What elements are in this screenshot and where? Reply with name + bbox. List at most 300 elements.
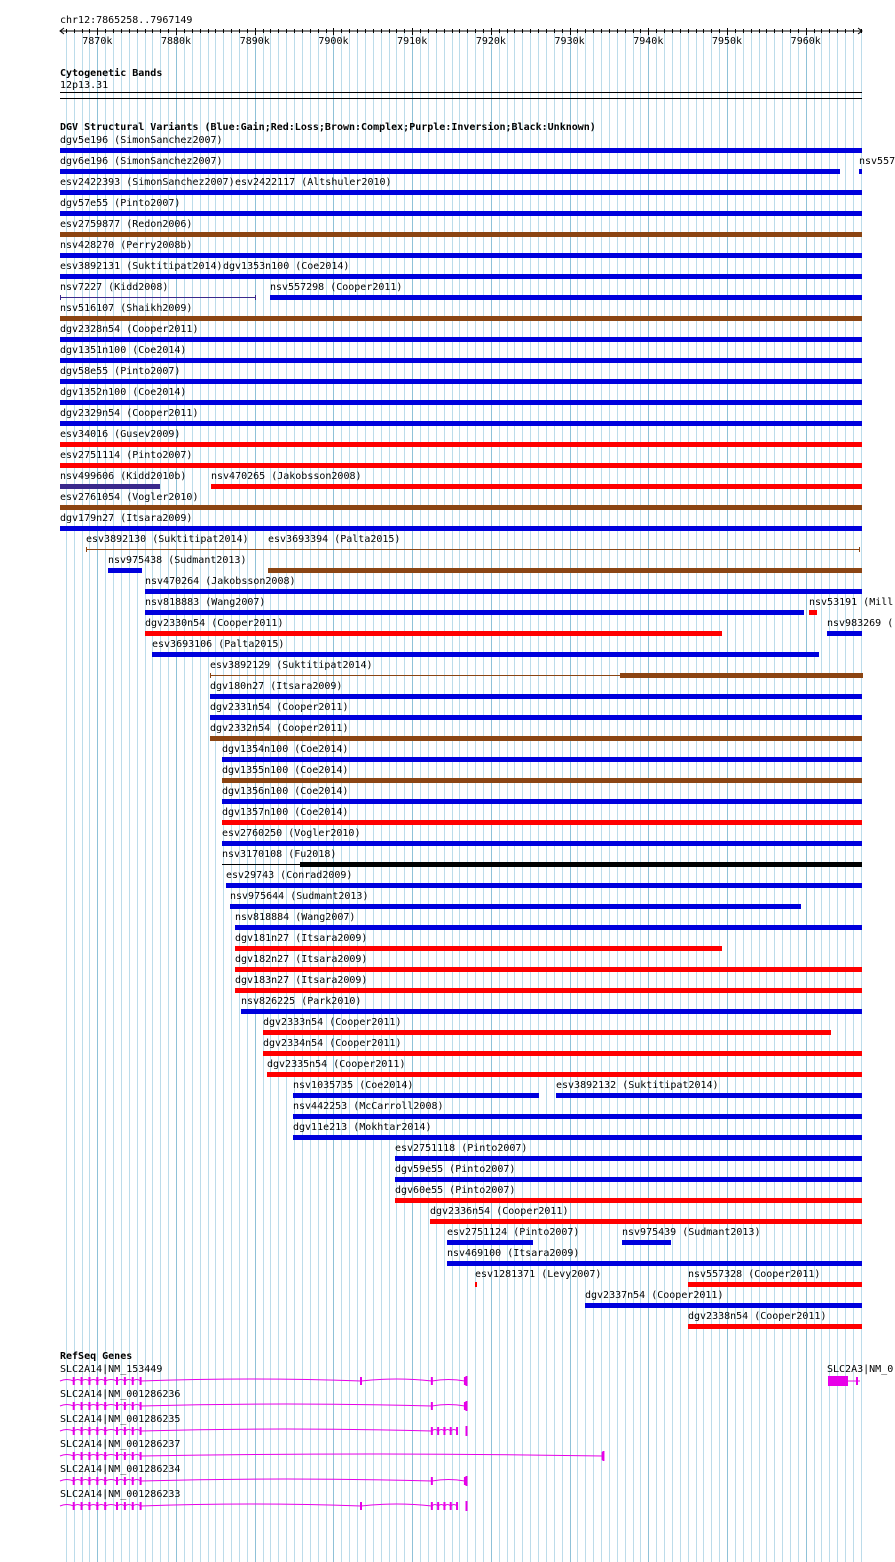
ruler[interactable] xyxy=(0,26,890,50)
variant-bar[interactable] xyxy=(688,1324,862,1329)
gene-exon xyxy=(96,1477,98,1485)
grid-line xyxy=(711,30,712,1562)
grid-line xyxy=(105,30,106,1562)
grid-line xyxy=(814,30,815,1562)
variant-label[interactable]: esv3693106 (Palta2015) xyxy=(152,639,285,650)
variant-bar[interactable] xyxy=(235,190,862,195)
grid-line xyxy=(751,30,752,1562)
variant-bar[interactable] xyxy=(447,1261,862,1266)
gene-exon xyxy=(104,1377,106,1385)
grid-line xyxy=(656,30,657,1562)
variant-end-cap xyxy=(255,295,256,300)
variant-label[interactable]: esv3693394 (Palta2015) xyxy=(268,534,401,545)
variant-bar[interactable] xyxy=(60,274,862,279)
variant-bar[interactable] xyxy=(145,610,804,615)
variant-label[interactable]: dgv180n27 (Itsara2009) xyxy=(210,681,343,692)
grid-line xyxy=(396,30,397,1562)
grid-line xyxy=(759,30,760,1562)
grid-line xyxy=(680,30,681,1562)
gene-intron-line xyxy=(60,1404,465,1406)
gene-model[interactable] xyxy=(0,1449,890,1463)
variant-bar[interactable] xyxy=(60,232,862,237)
variant-label[interactable]: dgv1352n100 (Coe2014) xyxy=(60,387,187,398)
variant-bar[interactable] xyxy=(210,715,862,720)
gene-exon xyxy=(132,1377,134,1385)
variant-bar[interactable] xyxy=(60,190,235,195)
grid-line xyxy=(507,30,508,1562)
grid-line xyxy=(609,30,610,1562)
variant-bar[interactable] xyxy=(210,736,862,741)
variant-bar[interactable] xyxy=(827,631,862,636)
variant-label[interactable]: nsv818884 (Wang2007) xyxy=(235,912,356,923)
gene-intron-line xyxy=(60,1479,465,1481)
grid-line xyxy=(145,30,146,1562)
variant-label[interactable]: dgv1353n100 (Coe2014) xyxy=(223,261,350,272)
variant-end-cap xyxy=(86,547,87,552)
variant-bar[interactable] xyxy=(60,421,862,426)
grid-line xyxy=(160,30,161,1562)
variant-bar[interactable] xyxy=(60,442,862,447)
variant-label[interactable]: dgv181n27 (Itsara2009) xyxy=(235,933,368,944)
ruler-tick-label: 7940k xyxy=(633,36,664,47)
variant-bar[interactable] xyxy=(300,862,862,867)
ruler-tick-label: 7910k xyxy=(397,36,428,47)
variant-bar[interactable] xyxy=(60,337,862,342)
grid-line xyxy=(491,30,492,1562)
variant-label[interactable]: dgv5e196 (SimonSanchez2007) xyxy=(60,135,223,146)
grid-line xyxy=(467,30,468,1562)
gene-exon xyxy=(104,1502,106,1510)
variant-bar[interactable] xyxy=(145,631,722,636)
gene-exon xyxy=(116,1377,118,1385)
variant-bar[interactable] xyxy=(293,1093,539,1098)
gene-exon xyxy=(140,1427,142,1435)
variant-label[interactable]: nsv442253 (McCarroll2008) xyxy=(293,1101,444,1112)
grid-line xyxy=(593,30,594,1562)
variant-label[interactable]: dgv2336n54 (Cooper2011) xyxy=(430,1206,569,1217)
gene-exon xyxy=(81,1402,83,1410)
grid-line xyxy=(420,30,421,1562)
variant-bar[interactable] xyxy=(585,1303,862,1308)
variant-bar[interactable] xyxy=(859,169,862,174)
gene-exon xyxy=(104,1452,106,1460)
variant-label[interactable]: dgv179n27 (Itsara2009) xyxy=(60,513,193,524)
grid-line xyxy=(672,30,673,1562)
variant-label[interactable]: nsv557328 (Cooper2011) xyxy=(688,1269,821,1280)
variant-bar[interactable] xyxy=(395,1198,862,1203)
gene-exon xyxy=(116,1427,118,1435)
gene-label[interactable]: SLC2A14|NM_153449 xyxy=(60,1364,163,1375)
gene-exon xyxy=(73,1502,75,1510)
variant-bar[interactable] xyxy=(60,148,862,153)
gene-exon xyxy=(81,1477,83,1485)
variant-label[interactable]: esv2422117 (Altshuler2010) xyxy=(235,177,392,188)
gene-exon xyxy=(140,1402,142,1410)
variant-bar[interactable] xyxy=(222,778,862,783)
variant-label[interactable]: esv34016 (Gusev2009) xyxy=(60,429,181,440)
grid-line xyxy=(436,30,437,1562)
variant-bar[interactable] xyxy=(222,799,862,804)
variant-label[interactable]: dgv182n27 (Itsara2009) xyxy=(235,954,368,965)
gene-exon xyxy=(437,1427,439,1435)
variant-label[interactable]: esv3892131 (Suktitipat2014) xyxy=(60,261,223,272)
variant-label[interactable]: dgv1356n100 (Coe2014) xyxy=(222,786,349,797)
variant-bar[interactable] xyxy=(60,484,160,489)
variant-bar[interactable] xyxy=(60,253,862,258)
grid-line xyxy=(774,30,775,1562)
gene-exon xyxy=(96,1427,98,1435)
grid-line xyxy=(89,30,90,1562)
variant-label[interactable]: esv3892129 (Suktitipat2014) xyxy=(210,660,373,671)
variant-label[interactable]: nsv470265 (Jakobsson2008) xyxy=(211,471,362,482)
grid-line xyxy=(168,30,169,1562)
gene-label[interactable]: SLC2A14|NM_001286235 xyxy=(60,1414,181,1425)
gene-label[interactable]: SLC2A3|NM_0 xyxy=(827,1364,894,1375)
gene-exon xyxy=(132,1502,134,1510)
grid-line xyxy=(349,30,350,1562)
gene-exon xyxy=(96,1502,98,1510)
refseq-track-title: RefSeq Genes xyxy=(60,1351,133,1362)
variant-label[interactable]: dgv60e55 (Pinto2007) xyxy=(395,1185,516,1196)
gene-label[interactable]: SLC2A14|NM_001286233 xyxy=(60,1489,181,1500)
grid-line xyxy=(499,30,500,1562)
grid-line xyxy=(208,30,209,1562)
variant-bar[interactable] xyxy=(293,1135,862,1140)
gene-exon xyxy=(124,1402,126,1410)
dgv-track-title: DGV Structural Variants (Blue:Gain;Red:Loss;Brown:Complex;Purple:Inversion;Black:Unknown) xyxy=(60,122,596,133)
variant-label[interactable]: dgv58e55 (Pinto2007) xyxy=(60,366,181,377)
gene-exon xyxy=(81,1377,83,1385)
variant-label[interactable]: dgv2330n54 (Cooper2011) xyxy=(145,618,284,629)
variant-bar[interactable] xyxy=(60,379,862,384)
gene-exon xyxy=(96,1452,98,1460)
variant-label[interactable]: dgv183n27 (Itsara2009) xyxy=(235,975,368,986)
variant-label[interactable]: dgv1354n100 (Coe2014) xyxy=(222,744,349,755)
variant-label[interactable]: esv29743 (Conrad2009) xyxy=(226,870,353,881)
variant-bar[interactable] xyxy=(152,652,819,657)
gene-exon xyxy=(443,1427,445,1435)
variant-label[interactable]: nsv557 xyxy=(859,156,895,167)
gene-exon xyxy=(73,1377,75,1385)
variant-bar[interactable] xyxy=(145,589,862,594)
grid-line xyxy=(514,30,515,1562)
variant-bar[interactable] xyxy=(60,169,840,174)
grid-line xyxy=(829,30,830,1562)
gene-exon xyxy=(124,1502,126,1510)
grid-line xyxy=(365,30,366,1562)
grid-line xyxy=(215,30,216,1562)
variant-label[interactable]: dgv2335n54 (Cooper2011) xyxy=(267,1059,406,1070)
variant-bar[interactable] xyxy=(108,568,142,573)
gene-exon xyxy=(443,1502,445,1510)
variant-bar[interactable] xyxy=(60,358,862,363)
ruler-tick-label: 7960k xyxy=(790,36,821,47)
variant-label[interactable]: esv2422393 (SimonSanchez2007) xyxy=(60,177,235,188)
gene-exon xyxy=(96,1402,98,1410)
variant-bar[interactable] xyxy=(235,967,862,972)
variant-bar[interactable] xyxy=(235,988,862,993)
variant-bar[interactable] xyxy=(60,505,862,510)
variant-label[interactable]: nsv818883 (Wang2007) xyxy=(145,597,266,608)
gene-intron-line xyxy=(60,1504,457,1506)
grid-line xyxy=(625,30,626,1562)
ruler-tick-label: 7950k xyxy=(711,36,743,47)
grid-line xyxy=(617,30,618,1562)
gene-exon xyxy=(73,1402,75,1410)
variant-label[interactable]: dgv57e55 (Pinto2007) xyxy=(60,198,181,209)
variant-label[interactable]: dgv2329n54 (Cooper2011) xyxy=(60,408,199,419)
variant-bar[interactable] xyxy=(230,904,801,909)
variant-bar[interactable] xyxy=(222,820,862,825)
grid-line xyxy=(648,30,649,1562)
variant-label[interactable]: nsv1035735 (Coe2014) xyxy=(293,1080,414,1091)
variant-label[interactable]: nsv516107 (Shaikh2009) xyxy=(60,303,193,314)
variant-span-line[interactable] xyxy=(86,549,859,550)
grid-line xyxy=(640,30,641,1562)
gene-end-exon xyxy=(465,1376,467,1386)
variant-label[interactable]: nsv975439 (Sudmant2013) xyxy=(622,1227,761,1238)
grid-line xyxy=(475,30,476,1562)
ruler-tick-label: 7880k xyxy=(160,36,192,47)
variant-label[interactable]: esv3892132 (Suktitipat2014) xyxy=(556,1080,719,1091)
grid-line xyxy=(66,30,67,1562)
gene-model[interactable] xyxy=(0,1474,890,1488)
variant-label[interactable]: nsv975644 (Sudmant2013) xyxy=(230,891,369,902)
gene-label[interactable]: SLC2A14|NM_001286236 xyxy=(60,1389,181,1400)
gene-intron-line xyxy=(60,1429,457,1431)
variant-bar[interactable] xyxy=(263,1030,831,1035)
variant-bar[interactable] xyxy=(270,295,862,300)
variant-bar[interactable] xyxy=(556,1093,862,1098)
gene-exon xyxy=(132,1402,134,1410)
variant-label[interactable]: dgv2333n54 (Cooper2011) xyxy=(263,1017,402,1028)
gene-label[interactable]: SLC2A14|NM_001286234 xyxy=(60,1464,181,1475)
gene-end-exon xyxy=(465,1426,467,1436)
variant-bar[interactable] xyxy=(222,841,862,846)
variant-bar[interactable] xyxy=(293,1114,862,1119)
variant-bar[interactable] xyxy=(395,1177,862,1182)
variant-bar[interactable] xyxy=(241,1009,862,1014)
gene-end-exon xyxy=(465,1501,467,1511)
variant-label[interactable]: nsv557298 (Cooper2011) xyxy=(270,282,403,293)
grid-line xyxy=(121,30,122,1562)
grid-line xyxy=(444,30,445,1562)
variant-label[interactable]: dgv1357n100 (Coe2014) xyxy=(222,807,349,818)
grid-line xyxy=(412,30,413,1562)
variant-label[interactable]: esv2761054 (Vogler2010) xyxy=(60,492,199,503)
variant-label[interactable]: esv1281371 (Levy2007) xyxy=(475,1269,602,1280)
gene-exon xyxy=(116,1402,118,1410)
variant-label[interactable]: nsv7227 (Kidd2008) xyxy=(60,282,169,293)
gene-exon xyxy=(140,1452,142,1460)
cytoband-label: 12p13.31 xyxy=(60,80,109,91)
variant-label[interactable]: nsv3170108 (Fu2018) xyxy=(222,849,337,860)
gene-exon xyxy=(116,1477,118,1485)
variant-label[interactable]: esv2760250 (Vogler2010) xyxy=(222,828,361,839)
gene-exon xyxy=(104,1477,106,1485)
grid-line xyxy=(97,30,98,1562)
gene-end-exon xyxy=(602,1451,604,1461)
variant-bar[interactable] xyxy=(622,1240,671,1245)
grid-line xyxy=(743,30,744,1562)
grid-line xyxy=(152,30,153,1562)
gene-exon xyxy=(132,1452,134,1460)
ruler-tick-label: 7900k xyxy=(318,36,349,47)
variant-bar[interactable] xyxy=(60,211,862,216)
variant-label[interactable]: dgv2331n54 (Cooper2011) xyxy=(210,702,349,713)
variant-bar[interactable] xyxy=(235,946,722,951)
variant-bar[interactable] xyxy=(222,757,862,762)
variant-bar[interactable] xyxy=(430,1219,862,1224)
variant-label[interactable]: dgv6e196 (SimonSanchez2007) xyxy=(60,156,223,167)
variant-bar[interactable] xyxy=(447,1240,533,1245)
gene-exon xyxy=(140,1502,142,1510)
gene-end-exon xyxy=(465,1476,467,1486)
variant-bar[interactable] xyxy=(60,463,862,468)
variant-bar[interactable] xyxy=(210,694,862,699)
grid-line xyxy=(381,30,382,1562)
variant-bar[interactable] xyxy=(60,526,862,531)
variant-label[interactable]: dgv1351n100 (Coe2014) xyxy=(60,345,187,356)
variant-label[interactable]: esv2759877 (Redon2006) xyxy=(60,219,193,230)
variant-end-cap xyxy=(210,673,211,678)
grid-line xyxy=(633,30,634,1562)
grid-line xyxy=(176,30,177,1562)
variant-label[interactable]: nsv469100 (Itsara2009) xyxy=(447,1248,580,1259)
gene-exon xyxy=(456,1502,458,1510)
grid-line xyxy=(845,30,846,1562)
variant-bar[interactable] xyxy=(60,400,862,405)
grid-line xyxy=(538,30,539,1562)
variant-end-cap xyxy=(60,295,61,300)
variant-label[interactable]: nsv975438 (Sudmant2013) xyxy=(108,555,247,566)
grid-line xyxy=(601,30,602,1562)
variant-label[interactable]: esv2751118 (Pinto2007) xyxy=(395,1143,528,1154)
variant-bar[interactable] xyxy=(263,1051,862,1056)
gene-exon xyxy=(124,1477,126,1485)
gene-exon xyxy=(116,1452,118,1460)
variant-label[interactable]: dgv2334n54 (Cooper2011) xyxy=(263,1038,402,1049)
variant-label[interactable]: esv2751114 (Pinto2007) xyxy=(60,450,193,461)
variant-label[interactable]: nsv983269 ( xyxy=(827,618,894,629)
gene-model[interactable] xyxy=(0,1399,890,1413)
gene-exon xyxy=(88,1452,90,1460)
gene-model[interactable] xyxy=(0,1424,890,1438)
variant-label[interactable]: dgv1355n100 (Coe2014) xyxy=(222,765,349,776)
gene-model[interactable] xyxy=(0,1374,890,1388)
variant-label[interactable]: nsv53191 (Mill xyxy=(809,597,894,608)
gene-exon xyxy=(96,1377,98,1385)
gene-exon xyxy=(360,1502,362,1510)
variant-bar[interactable] xyxy=(620,673,862,678)
gene-exon xyxy=(140,1477,142,1485)
gene-model[interactable] xyxy=(826,1374,866,1388)
grid-line xyxy=(821,30,822,1562)
variant-label[interactable]: dgv2328n54 (Cooper2011) xyxy=(60,324,199,335)
gene-exon xyxy=(73,1477,75,1485)
variant-span-line[interactable] xyxy=(222,864,301,865)
variant-bar[interactable] xyxy=(475,1282,477,1287)
grid-line xyxy=(357,30,358,1562)
grid-line xyxy=(192,30,193,1562)
grid-line xyxy=(562,30,563,1562)
grid-line xyxy=(428,30,429,1562)
grid-line xyxy=(452,30,453,1562)
variant-bar[interactable] xyxy=(235,925,862,930)
gene-exon xyxy=(73,1427,75,1435)
grid-line xyxy=(459,30,460,1562)
grid-line xyxy=(82,30,83,1562)
variant-bar[interactable] xyxy=(226,883,862,888)
variant-span-line[interactable] xyxy=(60,297,255,298)
grid-line xyxy=(404,30,405,1562)
variant-label[interactable]: esv3892130 (Suktitipat2014) xyxy=(86,534,249,545)
grid-line xyxy=(483,30,484,1562)
ruler-tick-label: 7930k xyxy=(554,36,585,47)
variant-bar[interactable] xyxy=(809,610,817,615)
gene-exon xyxy=(431,1502,433,1510)
variant-bar[interactable] xyxy=(688,1282,862,1287)
variant-label[interactable]: nsv428270 (Perry2008b) xyxy=(60,240,193,251)
variant-end-cap xyxy=(859,547,860,552)
variant-bar[interactable] xyxy=(395,1156,862,1161)
variant-label[interactable]: dgv2338n54 (Cooper2011) xyxy=(688,1311,827,1322)
variant-label[interactable]: dgv2337n54 (Cooper2011) xyxy=(585,1290,724,1301)
grid-line xyxy=(798,30,799,1562)
variant-bar[interactable] xyxy=(211,484,862,489)
grid-line xyxy=(570,30,571,1562)
gene-exon xyxy=(431,1477,433,1485)
variant-label[interactable]: dgv2332n54 (Cooper2011) xyxy=(210,723,349,734)
grid-line xyxy=(696,30,697,1562)
variant-label[interactable]: nsv499606 (Kidd2010b) xyxy=(60,471,187,482)
gene-exon xyxy=(88,1477,90,1485)
gene-label[interactable]: SLC2A14|NM_001286237 xyxy=(60,1439,181,1450)
gene-exon xyxy=(81,1427,83,1435)
cytoband-bar-bottom xyxy=(60,98,862,99)
grid-line xyxy=(727,30,728,1562)
grid-line xyxy=(113,30,114,1562)
grid-line xyxy=(373,30,374,1562)
gene-exon xyxy=(132,1427,134,1435)
variant-bar[interactable] xyxy=(268,568,862,573)
gene-exon xyxy=(88,1427,90,1435)
variant-label[interactable]: nsv470264 (Jakobsson2008) xyxy=(145,576,296,587)
gene-exon xyxy=(856,1377,858,1385)
grid-line xyxy=(790,30,791,1562)
gene-exon xyxy=(431,1402,433,1410)
coordinate-label: chr12:7865258..7967149 xyxy=(60,15,193,26)
variant-label[interactable]: nsv826225 (Park2010) xyxy=(241,996,362,1007)
cytoband-bar-top xyxy=(60,92,862,93)
grid-line xyxy=(853,30,854,1562)
grid-line xyxy=(546,30,547,1562)
variant-bar[interactable] xyxy=(267,1072,862,1077)
gene-exon xyxy=(450,1502,452,1510)
grid-line xyxy=(719,30,720,1562)
variant-bar[interactable] xyxy=(60,316,862,321)
gene-exon xyxy=(132,1477,134,1485)
variant-label[interactable]: esv2751124 (Pinto2007) xyxy=(447,1227,580,1238)
variant-label[interactable]: dgv59e55 (Pinto2007) xyxy=(395,1164,516,1175)
grid-line xyxy=(522,30,523,1562)
variant-label[interactable]: dgv11e213 (Mokhtar2014) xyxy=(293,1122,432,1133)
grid-line xyxy=(688,30,689,1562)
variant-end-cap xyxy=(862,673,863,678)
grid-line xyxy=(806,30,807,1562)
gene-model[interactable] xyxy=(0,1499,890,1513)
ruler-tick-label: 7920k xyxy=(475,36,506,47)
